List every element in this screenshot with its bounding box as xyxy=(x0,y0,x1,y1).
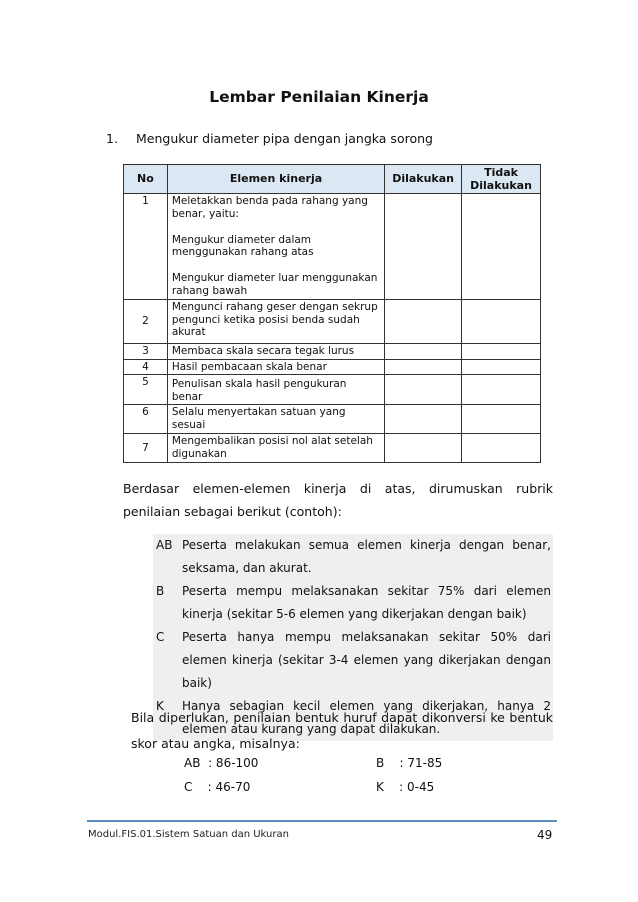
table-row xyxy=(124,194,541,300)
done-checkbox-cell[interactable] xyxy=(385,343,462,359)
row-element: Mengembalikan posisi nol alat setelah digunakan xyxy=(167,433,384,462)
row-element-line: Mengukur diameter dalam menggunakan rahang atas xyxy=(171,233,314,259)
rubric-grade: C xyxy=(156,630,165,644)
header-not-done-line2: Dilakukan xyxy=(470,179,532,192)
header-not-done xyxy=(462,165,541,194)
section-heading-text: Mengukur diameter pipa dengan jangka sorong xyxy=(136,131,433,146)
not-done-checkbox-cell[interactable] xyxy=(462,375,541,405)
row-number: 6 xyxy=(124,405,168,434)
table-row xyxy=(124,299,541,343)
table-header-row xyxy=(124,165,541,194)
rubric-row xyxy=(153,580,553,626)
table-row xyxy=(124,343,541,359)
section-number: 1. xyxy=(106,131,118,146)
rubric-description: Peserta hanya mempu melaksanakan sekitar 50% dari elemen kinerja (sekitar 3-4 elemen yang dikerjakan dengan baik) xyxy=(182,630,551,690)
rubric-row xyxy=(153,534,553,580)
done-checkbox-cell[interactable] xyxy=(385,299,462,343)
rubric-row xyxy=(153,626,553,695)
score-k: K : 0-45 xyxy=(376,780,435,794)
rubric-description: Peserta melakukan semua elemen kinerja dengan benar, seksama, dan akurat. xyxy=(182,538,551,575)
footer-module: Modul.FIS.01.Sistem Satuan dan Ukuran xyxy=(88,829,289,840)
not-done-checkbox-cell[interactable] xyxy=(462,194,541,300)
row-number: 7 xyxy=(124,433,168,462)
row-element xyxy=(167,194,384,300)
score-b: B : 71-85 xyxy=(376,756,443,770)
done-checkbox-cell[interactable] xyxy=(385,194,462,300)
header-no: No xyxy=(124,165,168,194)
not-done-checkbox-cell[interactable] xyxy=(462,405,541,434)
row-element: Hasil pembacaan skala benar xyxy=(167,359,384,375)
not-done-checkbox-cell[interactable] xyxy=(462,299,541,343)
rubric-grade: AB xyxy=(156,538,173,552)
table-row xyxy=(124,433,541,462)
not-done-checkbox-cell[interactable] xyxy=(462,433,541,462)
row-number: 5 xyxy=(124,375,168,405)
row-number: 4 xyxy=(124,359,168,375)
row-element-line: Mengukur diameter luar menggunakan rahang bawah xyxy=(171,272,378,297)
not-done-checkbox-cell[interactable] xyxy=(462,359,541,375)
rubric-description: Hanya sebagian kecil elemen yang dikerjakan, hanya 2 elemen atau kurang yang dapat dilakukan. xyxy=(182,699,551,736)
section-heading xyxy=(106,131,433,146)
conversion-intro: Bila diperlukan, penilaian bentuk huruf dapat dikonversi ke bentuk skor atau angka, misalnya: xyxy=(131,710,553,751)
table-row xyxy=(124,375,541,405)
not-done-checkbox-cell[interactable] xyxy=(462,343,541,359)
header-not-done-line1: Tidak xyxy=(484,165,518,179)
row-number: 1 xyxy=(124,194,168,300)
done-checkbox-cell[interactable] xyxy=(385,359,462,375)
performance-table xyxy=(123,164,541,463)
table-row xyxy=(124,359,541,375)
row-element-line: Meletakkan benda pada rahang yang benar, yaitu: xyxy=(171,195,368,220)
footer-rule xyxy=(87,820,557,822)
rubric-intro: Berdasar elemen-elemen kinerja di atas, dirumuskan rubrik penilaian sebagai berikut (contoh): xyxy=(123,481,553,519)
done-checkbox-cell[interactable] xyxy=(385,433,462,462)
rubric-grade: B xyxy=(156,584,165,598)
rubric-description: Peserta mempu melaksanakan sekitar 75% dari elemen kinerja (sekitar 5-6 elemen yang dikerjakan dengan baik) xyxy=(182,584,551,621)
row-number: 3 xyxy=(124,343,168,359)
header-done: Dilakukan xyxy=(385,165,462,194)
row-number: 2 xyxy=(124,299,168,343)
done-checkbox-cell[interactable] xyxy=(385,375,462,405)
row-element: Membaca skala secara tegak lurus xyxy=(167,343,384,359)
score-c: C : 46-70 xyxy=(184,780,251,794)
done-checkbox-cell[interactable] xyxy=(385,405,462,434)
row-element: Selalu menyertakan satuan yang sesuai xyxy=(167,405,384,434)
row-element: Mengunci rahang geser dengan sekrup pengunci ketika posisi benda sudah akurat xyxy=(167,299,384,343)
page-title: Lembar Penilaian Kinerja xyxy=(209,88,429,106)
page-number: 49 xyxy=(537,828,553,842)
rubric-grade: K xyxy=(156,699,164,713)
header-element: Elemen kinerja xyxy=(167,165,384,194)
row-element: Penulisan skala hasil pengukuran benar xyxy=(167,375,384,405)
table-row xyxy=(124,405,541,434)
score-ab: AB : 86-100 xyxy=(184,756,259,770)
